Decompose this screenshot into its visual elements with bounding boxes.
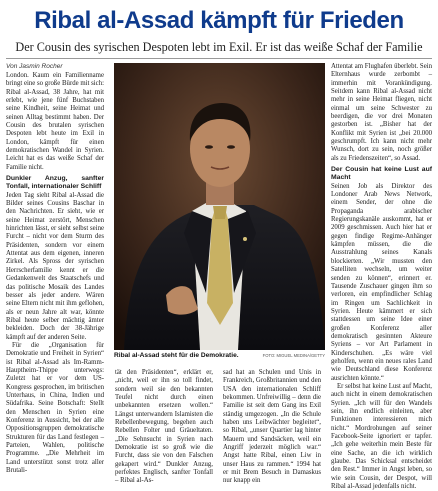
article-column-3 <box>223 369 321 486</box>
divider <box>6 58 432 59</box>
subheadline: Der Cousin des syrischen Despoten lebt im Exil. Er ist das weiße Schaf der Familie <box>15 40 423 54</box>
author-byline: Von Jasmin Rocher <box>6 63 63 70</box>
intro-paragraph: London. Kaum ein Familienname bringt eine so große Bürde mit sich: Ribal al-Assad, 38 Jahre, hat mit erlebt, wie jene fünf Buchstaben seine Kindheit, seine Heimat und seinen Alltag bestimmt haben. Der Cousin des brutalen syrischen Despoten lebt heute im Exil in London, kämpft für einen demokratischen Wandel in Syrien. Leicht hat es das weiße Schaf der Familie nicht. <box>6 72 104 171</box>
photo-credit: FOTO: MIGUEL MEDINA/GETTY <box>262 353 325 358</box>
paragraph: Jeden Tag sieht Ribal al-Assad die Bilder seines Cousins Baschar in den Nachrichten. Er sieht, wie er seine Heimat zerstört, Menschen hinrichten lässt, er sieht selbst seine Furcht – nicht vor dem Sturm des Präsidenten, sondern vor einem Attentat aus dem eigenen, inneren Zirkel. Als Spross der syrischen Herrscherfamilie kennt er die Gedankenwelt des Staatschefs und das politische Mosaik des Landes besser als jeder andere. Wären seine Eltern nicht mit ihm geflohen, als er neun Jahre alt war, könnte Ribal heute selber mächtig ämter bekleiden. Doch der 38-Jährige kämpft auf der anderen Seite. <box>6 191 104 341</box>
portrait-photo-illustration <box>114 63 325 350</box>
paragraph: Für die „Organisation für Demokratie und Freiheit in Syrien“ ist Ribal al-Assad als Im-Ramm-Hauptheim-Thippe unterwegs: Zuletzt hat er vor dem US-Kongress gesprochen, im britischen Unterhaus, in China, Indien und Südafrika. Seine Botschaft: Stellt den Menschen in Syrien eine Konferenz in Aussicht, bei der alle Oppositionsgruppen demokratische Strukturen für das Land festlegen – Parteien, Wahlen, politische Programme. „Die Mehrheit im Land unterstützt sonst trotz aller Brutali- <box>6 341 104 475</box>
paragraph: sad hat an Schulen und Unis in Frankreich, Großbritannien und den USA den internationalen Schliff bekommen. Unfreiwillig – denn die Familie ist seit dem Gang ins Exil ständig umgezogen. „In die Schule haben uns Leibwächter begleitet“, so Ribal, „unser Quartier lag hinter Mauern und Sandsäcken, weil ein Angriff jederzeit möglich war.“ Angst hatte Ribal, einen Liw in unser Haus zu rammen.“ 1994 hat er mit Brem Besuch in Damaskus nur knapp ein <box>223 369 321 485</box>
photo-caption-bar <box>114 352 325 364</box>
portrait-photo <box>114 63 325 350</box>
article-column-2 <box>115 369 213 486</box>
article-column-1 <box>6 72 104 475</box>
subheading-2: Der Cousin hat keine Lust auf Macht <box>331 166 432 182</box>
paragraph: tät den Präsidenten“, erklärt er, „nicht, weil er ihn so toll findet, sondern weil sie den bekannten Teufel nicht durch einen unbekannten ersetzen wollen.“ Längst unterwandern Islamisten die Rebellenbewegung, begehen auch Rebellen Folter und Gräueltaten. „Die Sehnsucht in Syrien nach Demokratie ist so groß wie die Furcht, dass sie von den Falschen gekapert wird.“ Dunkler Anzug, perfektes Englisch, sanfter Tonfall – Ribal al-As- <box>115 369 213 485</box>
headline: Ribal al-Assad kämpft für Frieden <box>34 7 404 34</box>
paragraph: Er selbst hat keine Lust auf Macht, auch nicht in einem demokratischen Syrien. „Ich will für den Wandels sein, ihn endlich einleiten, aber Funktionen interessieren mich nicht.“ Mordrohungen auf seiner Facebook-Seite ignoriert er tapfer. „Ich gehe weiterhin mein Beste für eine Sache, an die ich wirklich glaube. Das Schicksal entscheidet den Rest.“ Immer in Angst leben, so wie sein Cousin, der Despot, will Ribal al-Assad jedenfalls nicht. <box>331 382 432 491</box>
paragraph: Attentat am Flughafen überlebt. Sein Elternhaus wurde zerbombt – immerhin mit Vorankündigung. Seitdem kann Ribal al-Assad nicht mehr in seine Heimat fliegen, nicht einmal um seine Schwester zu beerdigen, die vor drei Monaten gestorben ist. „Bisher hat der Konflikt mit Syrien ist „bei 20.000 geschrumpft. Ich kann nicht mehr Wunsch, dort zu sein, noch größer als zu Friedenszeiten“, so Assad. <box>331 63 432 162</box>
subheading-1: Dunkler Anzug, sanfter Tonfall, internationaler Schliff <box>6 175 104 191</box>
photo-caption: Ribal al-Assad steht für die Demokratie. <box>114 352 239 359</box>
paragraph: Seinen Job als Direktor des Londoner Arab News Network, einem Sender, der ohne die Propaganda arabischer Regierungskanäle auskommt, hat er 2009 geschmissen. Auch hier hat er gegen findige Regime-Anhänger kämpfen müssen, die die Ausstrahlung seines Kanals blockierten. „Wir mussten den Satelliten wechseln, um weiter senden zu können“, erinnert er. Tausende Zuschauer gingen ihm so verloren, ein empfindlicher Schlag im Ringen um Sachlichkeit in Syrien. Heute kämmert er sich stattdessen um seine Idee einer großen Konferenz aller demokratisch gesinnten Akteure Syriens – vor Art Parlament in Kinderschuhen. „Es wäre viel geholfen, wenn ein neues rales Land wie Deutschland diese Konferenz ausrichten könnte.“ <box>331 182 432 382</box>
article-column-4 <box>331 63 432 491</box>
